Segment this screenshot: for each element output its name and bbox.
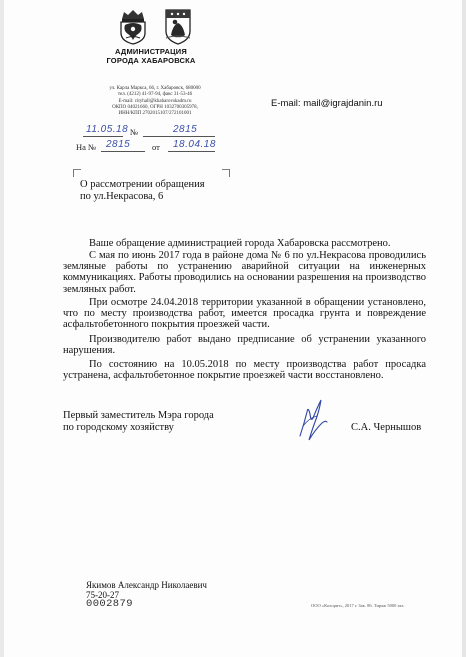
signer-name: С.А. Чернышов (351, 422, 422, 433)
signer-title (63, 410, 214, 433)
outgoing-date: 11.05.18 (86, 124, 129, 135)
scan-edge-right (462, 0, 466, 657)
signer-title-line: по городскому хозяйству (63, 421, 174, 433)
org-name-line1: АДМИНИСТРАЦИЯ (115, 47, 187, 56)
paragraph-text: При осмотре 24.04.2018 территории указанной в обращении установлено, что по месту производства работ, имеется просадка грунта и повреждение асфальтобетонного покрытия проезжей части. (63, 297, 426, 331)
scan-edge-left (0, 0, 4, 657)
address-line: ИНН/КПП 2702015107/272101001 (118, 111, 192, 117)
letter-subject (80, 179, 205, 202)
paragraph-text: Производителю работ выдано предписание об устранении указанного нарушения. (63, 334, 426, 357)
subject-corner-left (73, 169, 81, 177)
org-name-line2: ГОРОДА ХАБАРОВСКА (106, 56, 196, 65)
body-paragraph (63, 297, 426, 331)
ref-number: 2815 (106, 139, 131, 150)
signer-title-line: Первый заместитель Мэра города (63, 410, 214, 421)
body-paragraph (63, 334, 426, 356)
region-coat-of-arms-icon (163, 7, 193, 45)
form-serial-number: 0002879 (86, 598, 133, 610)
address-line: E-mail: cityhall@khabarovskadm.ru (118, 98, 192, 104)
paragraph-text: По состоянию на 10.05.2018 по месту производства работ просадка устранена, асфальтобетонное покрытие проезжей части восстановлено. (63, 359, 426, 382)
body-paragraph (63, 238, 426, 249)
subject-line: О рассмотрении обращения (80, 179, 205, 190)
address-line: тел. (4212) 41-97-94, факс 31-53-46 (117, 92, 193, 98)
recipient-email: E-mail: mail@igrajdanin.ru (271, 98, 383, 109)
outgoing-number: 2815 (173, 124, 198, 135)
subject-line: по ул.Некрасова, 6 (80, 190, 164, 202)
paragraph-text: Ваше обращение администрацией города Хабаровска рассмотрено. (89, 238, 391, 249)
executor-phone: 75-20-27 (86, 590, 119, 600)
subject-corner-right (222, 169, 230, 177)
ref-number-underline (101, 151, 145, 152)
date-underline (83, 136, 123, 137)
ref-date-underline (168, 151, 215, 152)
city-coat-of-arms-icon (116, 7, 150, 45)
handwritten-signature (295, 396, 331, 444)
ref-number-label: На № (76, 142, 97, 152)
number-underline (143, 136, 215, 137)
address-line: ул. Карла Маркса, 66, г. Хабаровск, 680000 (109, 86, 201, 91)
body-paragraph (63, 250, 426, 295)
address-block (96, 86, 214, 117)
printer-note: ООО «Колорит», 2017 г. Зак. 86. Тираж 5000 экз. (311, 603, 405, 608)
ref-from-label: от (152, 142, 160, 152)
number-label: № (130, 127, 139, 137)
executor-block (86, 580, 207, 600)
paragraph-text: С мая по июнь 2017 года в районе дома № 6 по ул.Некрасова проводились земляные работы по устранению аварийной ситуации на инженерных коммуникациях. Работы проводились на основании разрешения на производство земляных работ. (63, 250, 426, 295)
ref-date: 18.04.18 (173, 139, 216, 150)
address-line: ОКПО 04021660, ОГРН 1032700305978, (112, 104, 198, 110)
executor-name: Якимов Александр Николаевич (86, 580, 207, 590)
body-paragraph (63, 359, 426, 381)
